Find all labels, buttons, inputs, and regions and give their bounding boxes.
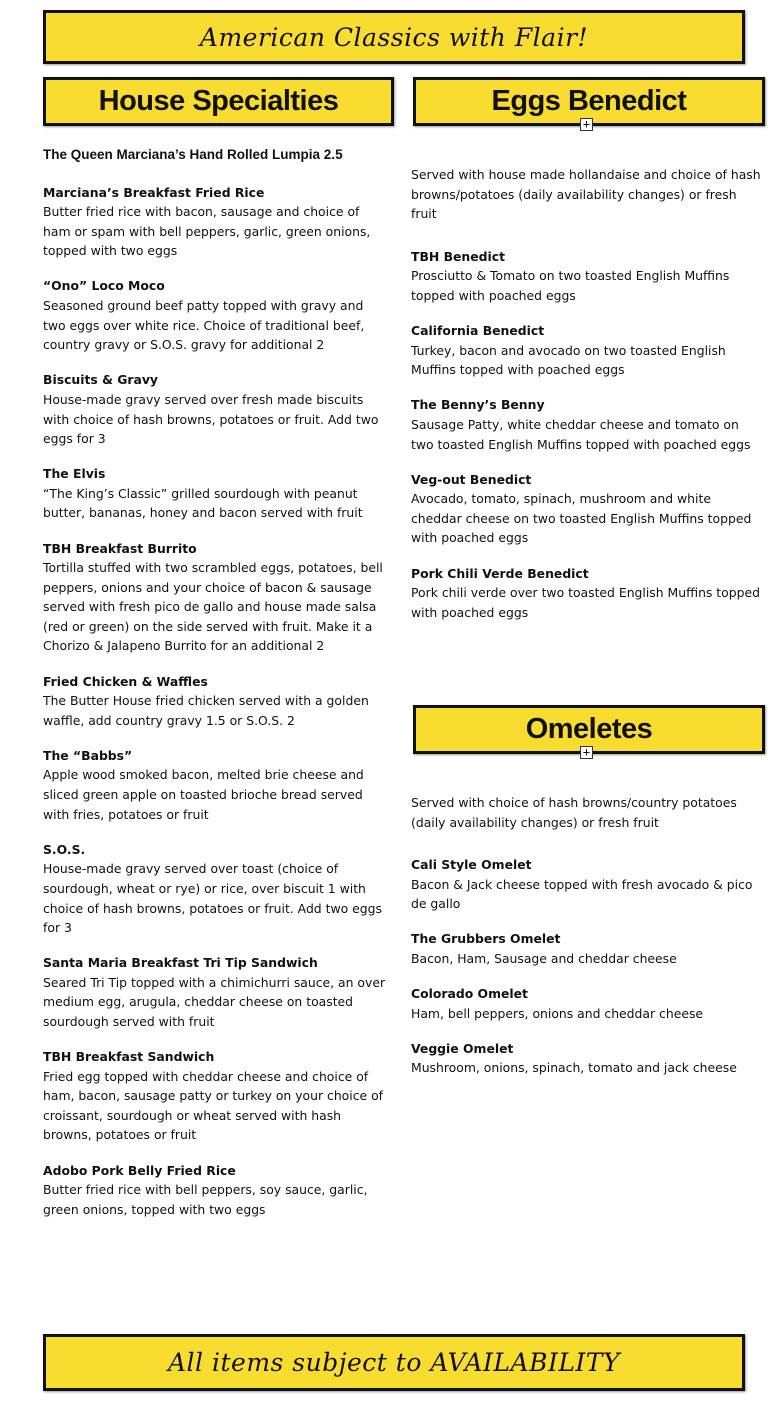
section-title: Omeletes — [525, 713, 653, 745]
menu-item-title: Santa Maria Breakfast Tri Tip Sandwich — [43, 955, 318, 971]
house-specialties-heading — [43, 77, 394, 126]
house-specialties-column — [43, 145, 388, 1235]
house-items — [43, 183, 388, 1220]
menu-item-description: Butter fried rice with bell peppers, soy sauce, garlic, green onions, topped with two eggs — [43, 1182, 368, 1217]
menu-item-description: House-made gravy served over toast (choice of sourdough, wheat or rye) or rice, over biscuit 1 with choice of hash browns, potatoes or fruit. Add two eggs for 3 — [43, 861, 382, 936]
menu-item — [43, 276, 388, 354]
menu-item-description: Ham, bell peppers, onions and cheddar cheese — [411, 1005, 704, 1021]
footer-banner — [43, 1334, 745, 1391]
benedict-intro: Served with house made hollandaise and choice of hash browns/potatoes (daily availability changes) or fresh fruit — [411, 167, 761, 222]
menu-item — [411, 929, 761, 968]
menu-item-title: Adobo Pork Belly Fried Rice — [43, 1162, 236, 1178]
menu-item-description: Mushroom, onions, spinach, tomato and jack cheese — [411, 1060, 737, 1076]
benedict-items — [411, 247, 761, 623]
menu-item-title: The “Babbs” — [43, 747, 133, 763]
menu-item-description: Bacon & Jack cheese topped with fresh avocado & pico de gallo — [411, 876, 753, 912]
menu-item — [411, 564, 761, 623]
menu-item-title: The Grubbers Omelet — [411, 931, 561, 947]
menu-item-title: TBH Breakfast Sandwich — [43, 1049, 215, 1065]
footer-note: All items subject to AVAILABILITY — [168, 1348, 620, 1377]
menu-item-description: Seasoned ground beef patty topped with gravy and two eggs over white rice. Choice of traditional beef, country gravy or S.O.S. gravy for additional 2 — [43, 298, 365, 353]
expand-icon[interactable]: + — [580, 118, 593, 131]
eggs-benedict-column — [411, 165, 761, 638]
menu-item — [411, 321, 761, 380]
menu-item — [43, 1047, 388, 1145]
menu-item-title: Biscuits & Gravy — [43, 372, 159, 388]
menu-item — [411, 470, 761, 548]
menu-item — [43, 370, 388, 448]
menu-item — [43, 1161, 388, 1220]
menu-item-title: Marciana’s Breakfast Fried Rice — [43, 184, 265, 200]
header-banner — [43, 10, 745, 64]
menu-item-description: Turkey, bacon and avocado on two toasted English Muffins topped with poached eggs — [411, 342, 726, 378]
menu-item-title: The Elvis — [43, 466, 106, 482]
menu-item-description: Apple wood smoked bacon, melted brie cheese and sliced green apple on toasted brioche bread served with fries, potatoes or fruit — [43, 767, 364, 822]
menu-item — [411, 1039, 761, 1078]
menu-item-title: S.O.S. — [43, 841, 86, 857]
expand-icon[interactable]: + — [580, 746, 593, 759]
menu-item-description: Seared Tri Tip topped with a chimichurri sauce, an over medium egg, arugula, cheddar cheese on toasted sourdough served with fruit — [43, 974, 386, 1029]
menu-item-title: TBH Breakfast Burrito — [43, 540, 197, 556]
menu-item — [43, 539, 388, 657]
menu-item — [43, 953, 388, 1031]
menu-item-title: Pork Chili Verde Benedict — [411, 565, 589, 581]
menu-item — [43, 746, 388, 824]
menu-item — [43, 464, 388, 523]
menu-item-description: Sausage Patty, white cheddar cheese and tomato on two toasted English Muffins topped with poached eggs — [411, 416, 751, 452]
menu-item-description: Bacon, Ham, Sausage and cheddar cheese — [411, 951, 677, 967]
menu-item-title: Veg-out Benedict — [411, 471, 532, 487]
menu-item — [411, 855, 761, 914]
section-title: House Specialties — [98, 85, 339, 117]
section-title: Eggs Benedict — [491, 85, 687, 117]
menu-item-description: House-made gravy served over fresh made biscuits with choice of hash browns, potatoes or fruit. Add two eggs for 3 — [43, 391, 379, 447]
menu-item-description: Pork chili verde over two toasted English Muffins topped with poached eggs — [411, 585, 760, 620]
menu-item — [43, 840, 388, 938]
menu-item-title: TBH Benedict — [411, 248, 506, 264]
menu-item — [411, 395, 761, 454]
menu-item-title: Veggie Omelet — [411, 1040, 514, 1056]
menu-item-title: California Benedict — [411, 323, 545, 339]
menu-item-description: Tortilla stuffed with two scrambled eggs, potatoes, bell peppers, onions and your choice of bacon & sausage served with fresh pico de gallo and house made salsa (red or green) on the side served with fruit. Make it a Chorizo & Jalapeno Burrito for an additional 2 — [43, 560, 383, 654]
menu-item — [43, 183, 388, 261]
menu-item-title: Cali Style Omelet — [411, 857, 532, 873]
menu-item — [411, 984, 761, 1023]
omelet-items — [411, 855, 761, 1078]
menu-item-description: Prosciutto & Tomato on two toasted English Muffins topped with poached eggs — [411, 268, 730, 303]
omelets-intro: Served with choice of hash browns/country potatoes (daily availability changes) or fresh fruit — [411, 795, 737, 830]
menu-item-description: Fried egg topped with cheddar cheese and choice of ham, bacon, sausage patty or turkey on your choice of croissant, sourdough or wheat served with hash browns, potatoes or fruit — [43, 1068, 384, 1143]
menu-item-title: Fried Chicken & Waffles — [43, 673, 208, 689]
menu-item-description: “The King’s Classic” grilled sourdough with peanut butter, bananas, honey and bacon served with fruit — [43, 485, 363, 521]
menu-item-description: The Butter House fried chicken served with a golden waffle, add country gravy 1.5 or S.O.S. 2 — [43, 693, 369, 728]
menu-item-description: Avocado, tomato, spinach, mushroom and white cheddar cheese on two toasted English Muffins topped with poached eggs — [411, 491, 752, 546]
menu-item-title: Colorado Omelet — [411, 986, 528, 1002]
lumpia-item: The Queen Marciana’s Hand Rolled Lumpia 2.5 — [43, 147, 343, 162]
menu-item — [411, 247, 761, 306]
menu-item-title: The Benny’s Benny — [411, 397, 545, 413]
menu-item — [43, 672, 388, 731]
menu-item-title: “Ono” Loco Moco — [43, 278, 165, 294]
header-title: American Classics with Flair! — [199, 22, 589, 52]
omelets-column — [411, 793, 761, 1094]
menu-item-description: Butter fried rice with bacon, sausage and choice of ham or spam with bell peppers, garlic, green onions, topped with two eggs — [43, 204, 371, 259]
